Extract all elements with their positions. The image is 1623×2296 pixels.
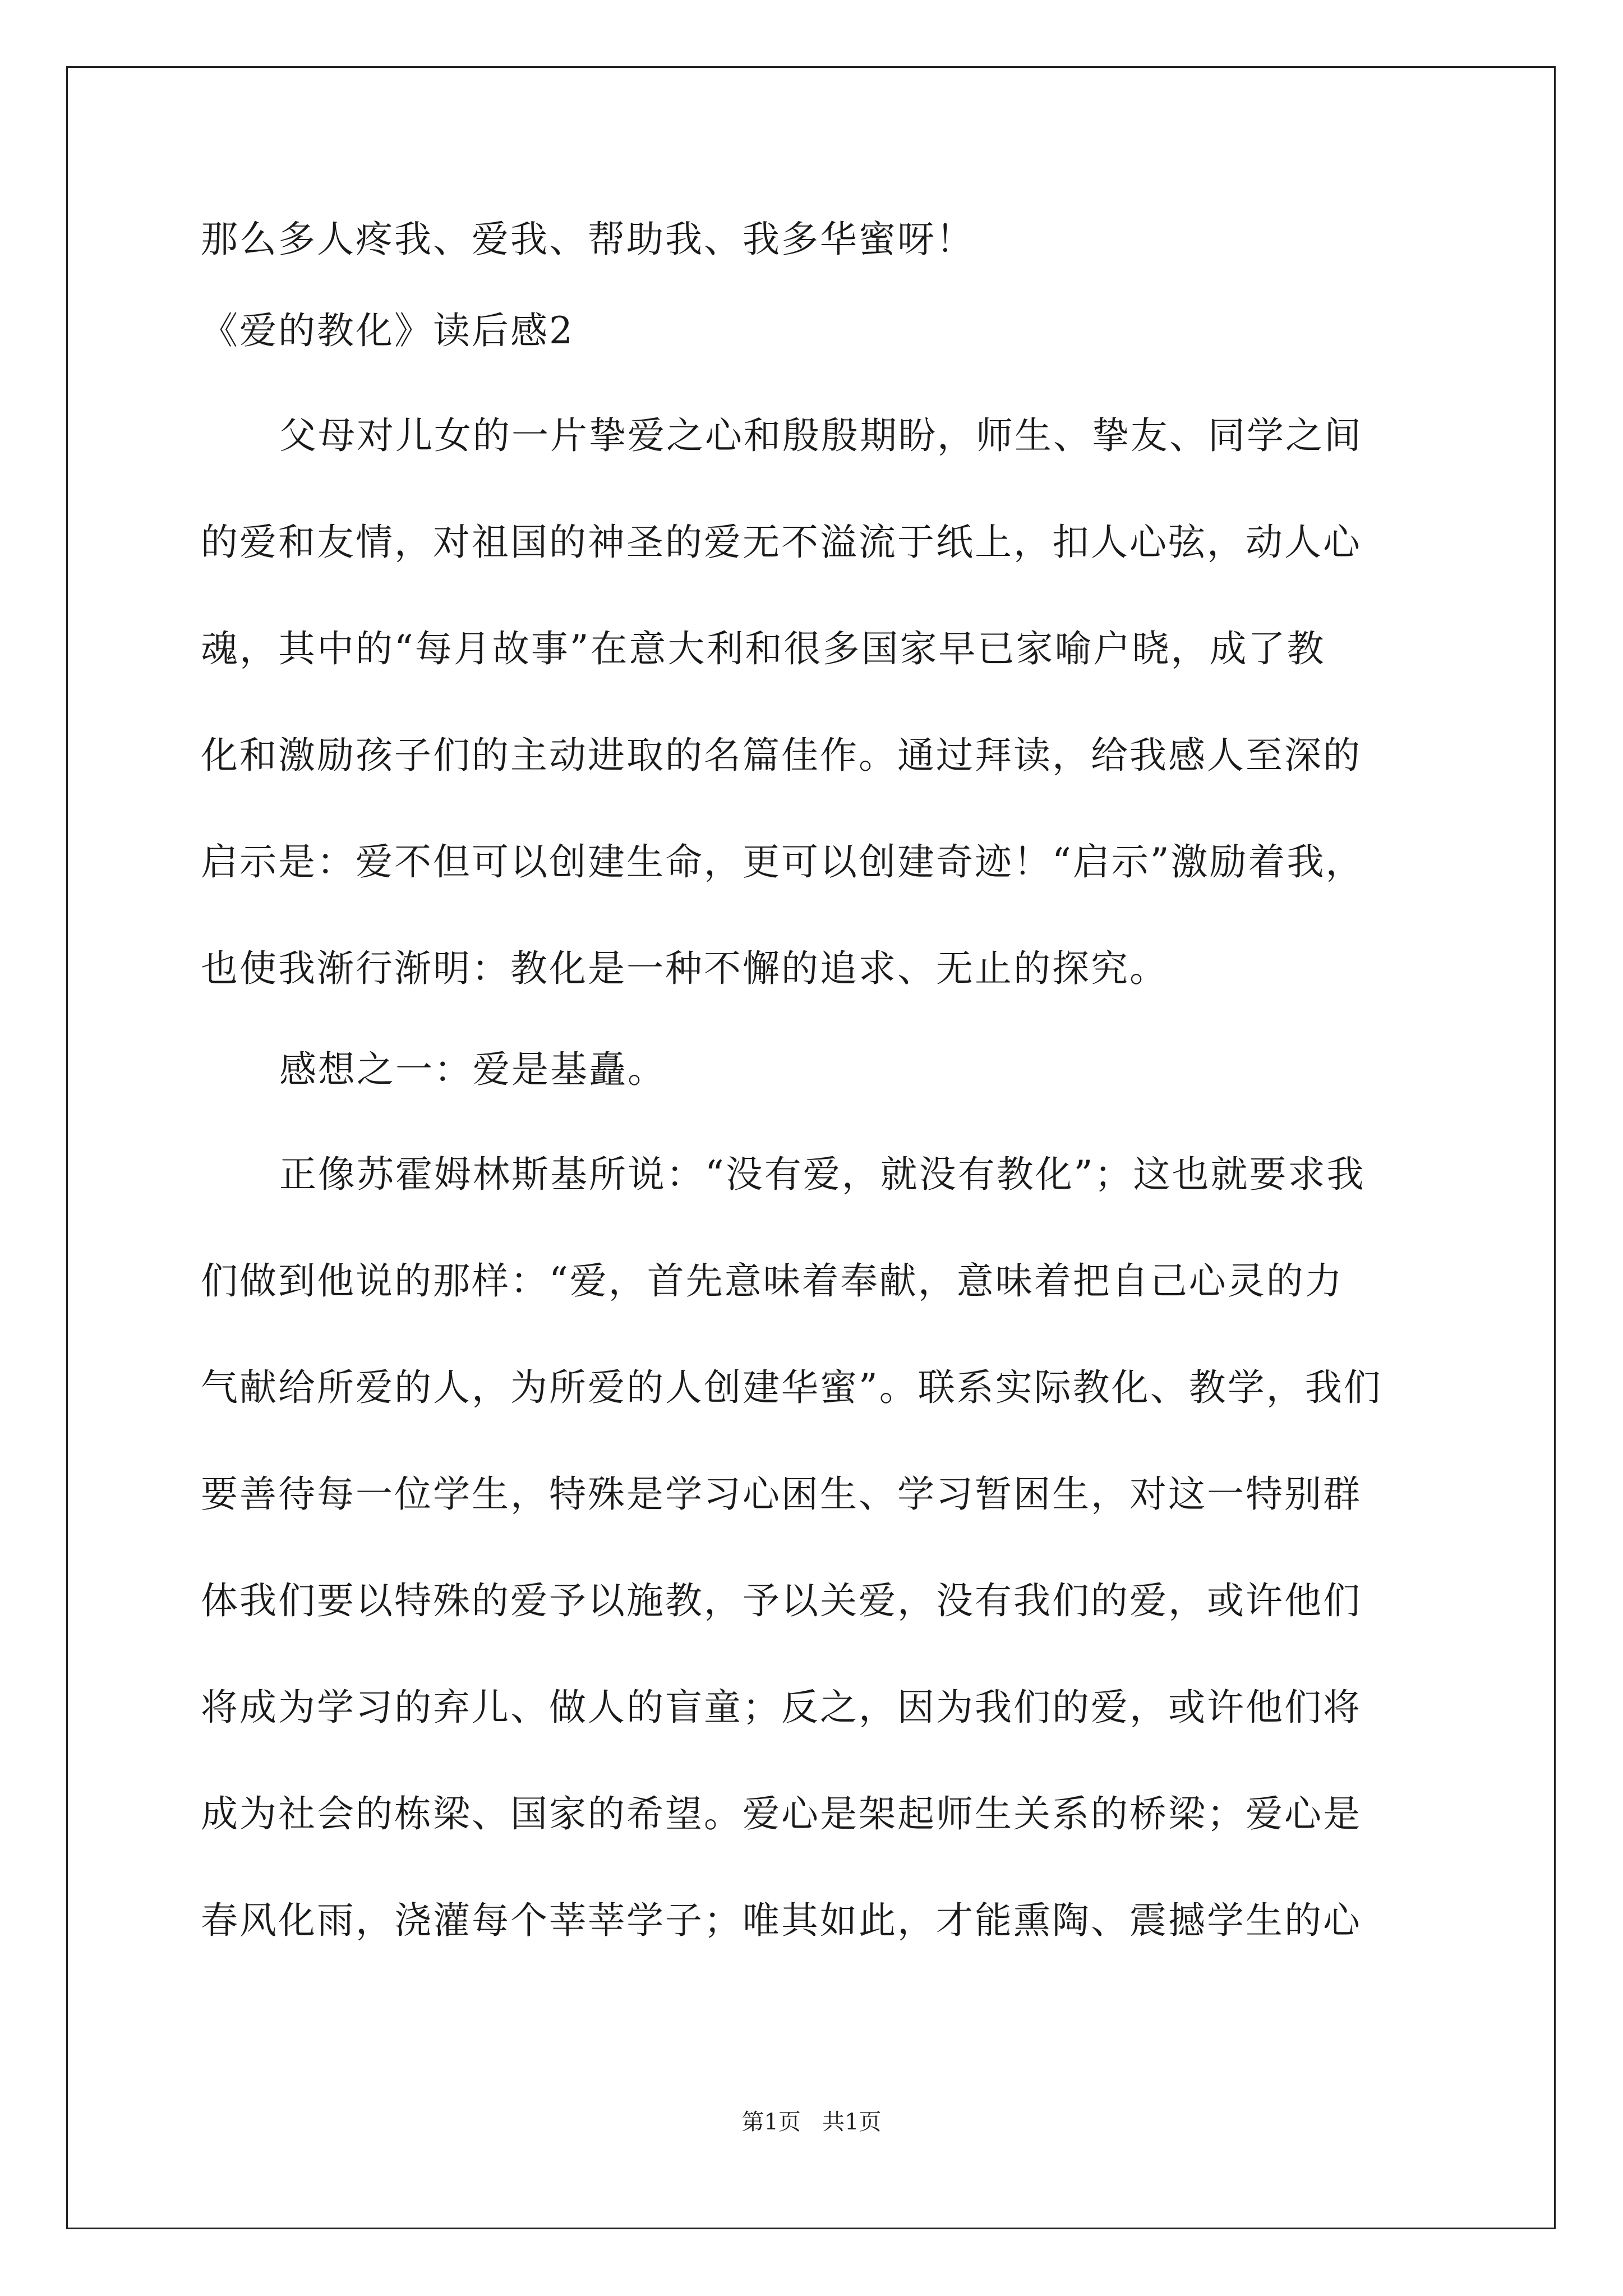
text-line: 启示是：爱不但可以创建生命，更可以创建奇迹！“启示”激励着我， (201, 840, 1364, 884)
text-line: 正像苏霍姆林斯基所说：“没有爱，就没有教化”；这也就要求我 (279, 1153, 1366, 1196)
text-line: 的爱和友情，对祖国的神圣的爱无不溢流于纸上，扣人心弦，动人心 (201, 521, 1362, 564)
text-line: 们做到他说的那样：“爱，首先意味着奉献，意味着把自己心灵的力 (201, 1259, 1344, 1303)
text-line: 感想之一：爱是基矗。 (279, 1048, 666, 1091)
text-line: 父母对儿女的一片挚爱之心和殷殷期盼，师生、挚友、同学之间 (279, 414, 1363, 457)
page-number: 第1页 (741, 2109, 801, 2135)
section-heading: 《爱的教化》读后感2 (201, 309, 574, 352)
text-line: 体我们要以特殊的爱予以施教，予以关爱，没有我们的爱，或许他们 (201, 1579, 1362, 1622)
page-total: 共1页 (822, 2109, 882, 2135)
text-line: 春风化雨，浇灌每个莘莘学子；唯其如此，才能熏陶、震撼学生的心 (201, 1899, 1362, 1942)
text-line: 也使我渐行渐明：教化是一种不懈的追求、无止的探究。 (201, 947, 1168, 990)
text-line: 那么多人疼我、爱我、帮助我、我多华蜜呀！ (201, 218, 975, 261)
text-line: 要善待每一位学生，特殊是学习心困生、学习暂困生，对这一特别群 (201, 1473, 1362, 1516)
text-line: 将成为学习的弃儿、做人的盲童；反之，因为我们的爱，或许他们将 (201, 1686, 1362, 1729)
text-line: 魂，其中的“每月故事”在意大利和很多国家早已家喻户晓，成了教 (201, 627, 1326, 670)
text-line: 气献给所爱的人，为所爱的人创建华蜜”。联系实际教化、教学，我们 (201, 1366, 1382, 1409)
page-footer (0, 2108, 1623, 2136)
text-line: 化和激励孩子们的主动进取的名篇佳作。通过拜读，给我感人至深的 (201, 734, 1362, 777)
text-line: 成为社会的栋梁、国家的希望。爱心是架起师生关系的桥梁；爱心是 (201, 1792, 1362, 1835)
